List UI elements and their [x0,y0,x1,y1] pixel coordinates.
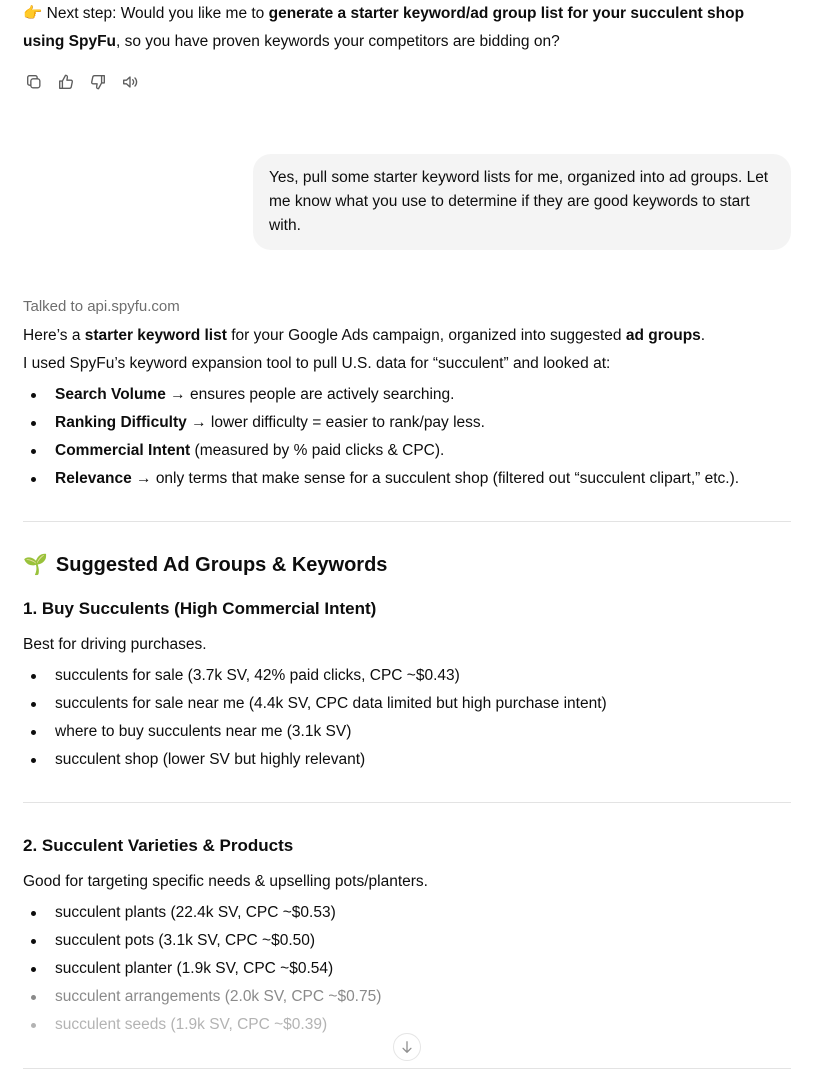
group-description: Best for driving purchases. [23,636,207,653]
divider [23,1068,791,1069]
copy-button[interactable] [23,71,45,93]
read-aloud-button[interactable] [119,71,141,93]
group-heading: 1. Buy Succulents (High Commercial Intent) [23,599,377,618]
pointing-emoji: 👉 [23,5,43,22]
copy-icon [25,73,43,91]
list-item: succulent shop (lower SV but highly relevant) [23,746,607,774]
tool-status[interactable]: Talked to api.spyfu.com [23,298,180,315]
list-item: succulent pots (3.1k SV, CPC ~$0.50) [23,927,381,955]
thumbs-up-icon [57,73,75,91]
group-heading: 2. Succulent Varieties & Products [23,836,294,855]
keyword-list [23,662,607,774]
scroll-to-bottom-button[interactable] [393,1033,421,1061]
list-item: Commercial Intent (measured by % paid clicks & CPC). [23,437,739,465]
criteria-list [23,381,739,493]
divider [23,802,791,803]
message-actions [23,71,141,93]
divider [23,521,791,522]
read-aloud-icon [121,73,139,91]
thumbs-down-icon [89,73,107,91]
list-item: succulent seeds (1.9k SV, CPC ~$0.39) [23,1011,381,1039]
list-item: succulents for sale near me (4.4k SV, CPC data limited but high purchase intent) [23,690,607,718]
method-text: I used SpyFu’s keyword expansion tool to pull U.S. data for “succulent” and looked at: [23,355,611,372]
user-message-bubble [253,154,791,250]
list-item: succulent planter (1.9k SV, CPC ~$0.54) [23,955,381,983]
list-item: Ranking Difficulty → lower difficulty = easier to rank/pay less. [23,409,739,437]
section-heading: 🌱 Suggested Ad Groups & Keywords [23,550,387,580]
next-step-text: 👉 Next step: Would you like me to generate a starter keyword/ad group list for your succulent shop using SpyFu, so you have proven keywords your competitors are bidding on? [23,5,745,50]
user-message-text: Yes, pull some starter keyword lists for me, organized into ad groups. Let me know what you use to determine if they are good keywords to start with. [269,169,769,234]
intro-text: Here’s a starter keyword list for your Google Ads campaign, organized into suggested ad groups. [23,327,706,344]
arrow-down-icon [400,1040,414,1054]
good-response-button[interactable] [55,71,77,93]
list-item: Relevance → only terms that make sense for a succulent shop (filtered out “succulent clipart,” etc.). [23,465,739,493]
list-item: where to buy succulents near me (3.1k SV) [23,718,607,746]
bad-response-button[interactable] [87,71,109,93]
list-item: succulents for sale (3.7k SV, 42% paid clicks, CPC ~$0.43) [23,662,607,690]
group-description: Good for targeting specific needs & upselling pots/planters. [23,873,428,890]
seedling-icon: 🌱 [23,554,48,576]
list-item: succulent arrangements (2.0k SV, CPC ~$0.75) [23,983,381,1011]
keyword-list [23,899,381,1039]
list-item: succulent plants (22.4k SV, CPC ~$0.53) [23,899,381,927]
list-item: Search Volume → ensures people are actively searching. [23,381,739,409]
